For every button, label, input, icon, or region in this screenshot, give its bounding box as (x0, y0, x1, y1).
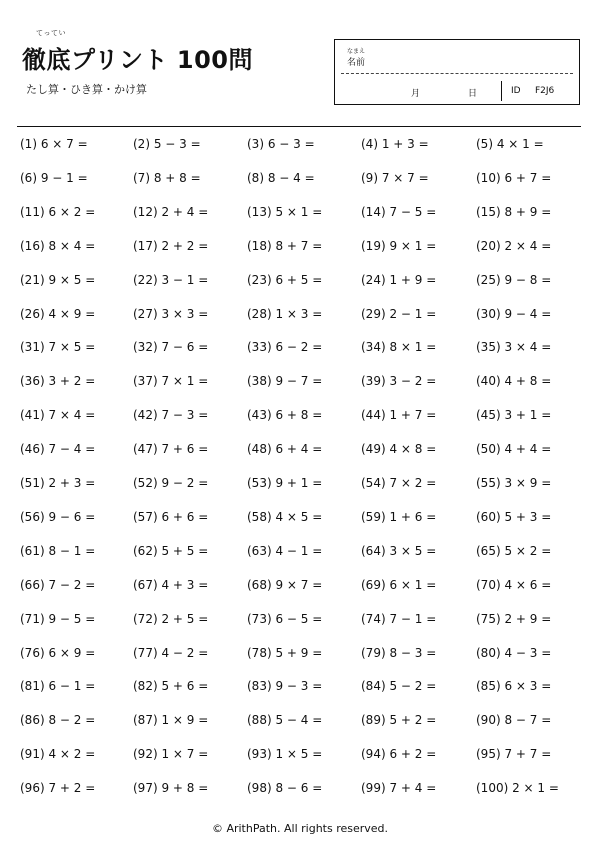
problem-item: (83) 9 − 3 = (247, 679, 323, 694)
problem-item: (12) 2 + 4 = (133, 204, 209, 219)
problem-item: (94) 6 + 2 = (361, 747, 437, 762)
problem-item: (46) 7 − 4 = (20, 442, 96, 457)
problem-item: (20) 2 × 4 = (476, 238, 552, 253)
problem-item: (71) 9 − 5 = (20, 611, 96, 626)
problem-item: (59) 1 + 6 = (361, 509, 437, 524)
problem-item: (52) 9 − 2 = (133, 476, 209, 490)
problem-item: (75) 2 + 9 = (476, 611, 552, 626)
header-divider (17, 126, 581, 127)
problem-item: (6) 9 − 1 = (20, 170, 88, 185)
problem-item: (65) 5 × 2 = (476, 543, 552, 558)
problem-item: (30) 9 − 4 = (476, 306, 552, 321)
problem-item: (89) 5 + 2 = (361, 713, 437, 728)
problem-item: (23) 6 + 5 = (247, 272, 323, 287)
problem-item: (2) 5 − 3 = (133, 137, 201, 151)
problem-item: (90) 8 − 7 = (476, 713, 552, 728)
problem-item: (88) 5 − 4 = (247, 713, 323, 728)
problem-item: (48) 6 + 4 = (247, 442, 323, 457)
problem-item: (76) 6 × 9 = (20, 645, 96, 660)
problem-item: (92) 1 × 7 = (133, 747, 209, 762)
problem-item: (29) 2 − 1 = (361, 306, 437, 321)
name-label: 名前 (347, 58, 366, 68)
problem-item: (1) 6 × 7 = (20, 137, 88, 151)
problem-item: (68) 9 × 7 = (247, 577, 323, 592)
problem-item: (37) 7 × 1 = (133, 374, 209, 389)
problem-item: (98) 8 − 6 = (247, 781, 323, 796)
problem-item: (14) 7 − 5 = (361, 204, 437, 219)
problem-item: (9) 7 × 7 = (361, 170, 429, 185)
problem-item: (82) 5 + 6 = (133, 679, 209, 694)
problem-item: (45) 3 + 1 = (476, 408, 552, 423)
problem-grid (0, 128, 600, 808)
problem-item: (27) 3 × 3 = (133, 306, 209, 321)
problem-item: (24) 1 + 9 = (361, 272, 437, 287)
id-divider (501, 81, 502, 101)
problem-item: (64) 3 × 5 = (361, 543, 437, 558)
problem-item: (61) 8 − 1 = (20, 543, 96, 558)
problem-item: (40) 4 + 8 = (476, 374, 552, 389)
problem-item: (78) 5 + 9 = (247, 645, 323, 660)
problem-item: (38) 9 − 7 = (247, 374, 323, 389)
problem-item: (96) 7 + 2 = (20, 781, 96, 796)
problem-item: (41) 7 × 4 = (20, 408, 96, 423)
problem-item: (16) 8 × 4 = (20, 238, 96, 253)
problem-item: (43) 6 + 8 = (247, 408, 323, 423)
problem-item: (67) 4 + 3 = (133, 577, 209, 592)
problem-item: (10) 6 + 7 = (476, 170, 552, 185)
problem-item: (77) 4 − 2 = (133, 645, 209, 660)
problem-item: (99) 7 + 4 = (361, 781, 437, 796)
problem-item: (32) 7 − 6 = (133, 340, 209, 355)
day-label: 日 (468, 89, 478, 99)
problem-item: (26) 4 × 9 = (20, 306, 96, 321)
problem-item: (3) 6 − 3 = (247, 137, 315, 151)
problem-item: (21) 9 × 5 = (20, 272, 96, 287)
problem-item: (100) 2 × 1 = (476, 781, 559, 796)
problem-item: (51) 2 + 3 = (20, 476, 96, 490)
name-box (334, 39, 580, 105)
problem-item: (33) 6 − 2 = (247, 340, 323, 355)
problem-item: (85) 6 × 3 = (476, 679, 552, 694)
problem-item: (74) 7 − 1 = (361, 611, 437, 626)
problem-item: (97) 9 + 8 = (133, 781, 209, 796)
problem-item: (49) 4 × 8 = (361, 442, 437, 457)
problem-item: (44) 1 + 7 = (361, 408, 437, 423)
worksheet-header (0, 0, 600, 128)
problem-item: (72) 2 + 5 = (133, 611, 209, 626)
problem-item: (22) 3 − 1 = (133, 272, 209, 287)
problem-item: (8) 8 − 4 = (247, 170, 315, 185)
problem-item: (80) 4 − 3 = (476, 645, 552, 660)
problem-item: (55) 3 × 9 = (476, 476, 552, 490)
problem-item: (54) 7 × 2 = (361, 476, 437, 490)
problem-item: (95) 7 + 7 = (476, 747, 552, 762)
title-ruby: てってい (36, 29, 66, 37)
problem-item: (36) 3 + 2 = (20, 374, 96, 389)
name-dotted-line (341, 73, 573, 74)
problem-item: (73) 6 − 5 = (247, 611, 323, 626)
problem-item: (84) 5 − 2 = (361, 679, 437, 694)
problem-item: (7) 8 + 8 = (133, 170, 201, 185)
month-label: 月 (411, 89, 421, 99)
problem-item: (56) 9 − 6 = (20, 509, 96, 524)
problem-item: (47) 7 + 6 = (133, 442, 209, 457)
problem-item: (86) 8 − 2 = (20, 713, 96, 728)
name-ruby: なまえ (347, 48, 366, 55)
problem-item: (87) 1 × 9 = (133, 713, 209, 728)
problem-item: (34) 8 × 1 = (361, 340, 437, 355)
problem-item: (63) 4 − 1 = (247, 543, 323, 558)
problem-item: (70) 4 × 6 = (476, 577, 552, 592)
problem-item: (35) 3 × 4 = (476, 340, 552, 355)
problem-item: (81) 6 − 1 = (20, 679, 96, 694)
problem-item: (91) 4 × 2 = (20, 747, 96, 762)
problem-item: (62) 5 + 5 = (133, 543, 209, 558)
problem-item: (4) 1 + 3 = (361, 137, 429, 151)
problem-item: (79) 8 − 3 = (361, 645, 437, 660)
id-value: F2J6 (535, 86, 555, 96)
problem-item: (28) 1 × 3 = (247, 306, 323, 321)
problem-item: (13) 5 × 1 = (247, 204, 323, 219)
problem-item: (57) 6 + 6 = (133, 509, 209, 524)
problem-item: (31) 7 × 5 = (20, 340, 96, 355)
problem-item: (53) 9 + 1 = (247, 476, 323, 490)
problem-item: (19) 9 × 1 = (361, 238, 437, 253)
page-subtitle: たし算・ひき算・かけ算 (26, 83, 147, 96)
problem-item: (42) 7 − 3 = (133, 408, 209, 423)
copyright-footer: © ArithPath. All rights reserved. (211, 822, 389, 835)
problem-item: (17) 2 + 2 = (133, 238, 209, 253)
problem-item: (50) 4 + 4 = (476, 442, 552, 457)
problem-item: (25) 9 − 8 = (476, 272, 552, 287)
id-label: ID (511, 86, 521, 96)
problem-item: (11) 6 × 2 = (20, 204, 96, 219)
problem-item: (5) 4 × 1 = (476, 137, 544, 151)
problem-item: (15) 8 + 9 = (476, 204, 552, 219)
problem-item: (66) 7 − 2 = (20, 577, 96, 592)
problem-item: (18) 8 + 7 = (247, 238, 323, 253)
problem-item: (93) 1 × 5 = (247, 747, 323, 762)
problem-item: (39) 3 − 2 = (361, 374, 437, 389)
page-title: 徹底プリント 100問 (22, 46, 253, 74)
problem-item: (60) 5 + 3 = (476, 509, 552, 524)
problem-item: (58) 4 × 5 = (247, 509, 323, 524)
problem-item: (69) 6 × 1 = (361, 577, 437, 592)
